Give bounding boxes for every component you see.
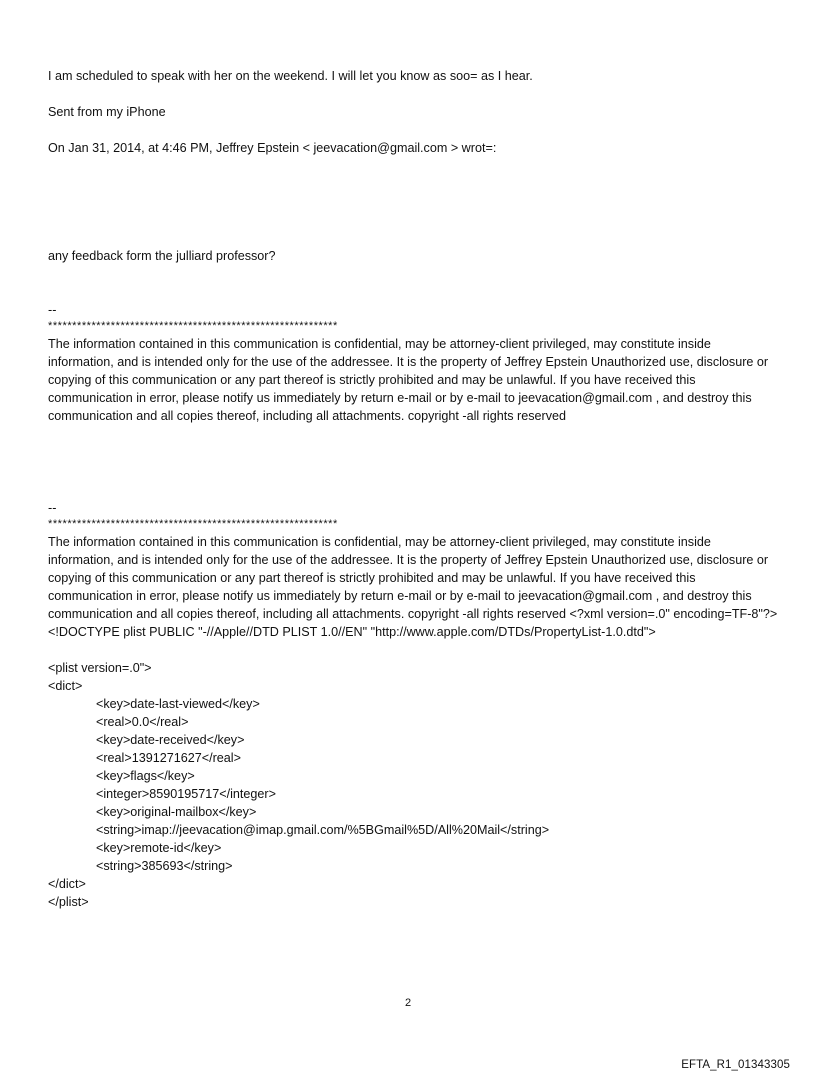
- page-number: 2: [404, 997, 412, 1009]
- signature-stars-1: ************************************************************: [48, 320, 338, 332]
- plist-line: <key>remote-id</key>: [96, 841, 222, 855]
- document-id: EFTA_R1_01343305: [681, 1059, 790, 1071]
- signature-dashes-1: --: [48, 303, 57, 317]
- plist-line: <real>1391271627</real>: [96, 751, 241, 765]
- plist-line: <string>imap://jeevacation@imap.gmail.com/%5BGmail%5D/All%20Mail</string>: [96, 823, 550, 837]
- confidentiality-disclaimer-1: The information contained in this communication is confidential, may be attorney-client privileged, may constitute inside information, and is intended only for the use of the addressee. It is the property of Jeffrey Epstein Unauthorized use, disclosure or copying of this communication or any part thereof is strictly prohibited and may be unlawful. If you have received this communication in error, please notify us immediately by return e-mail or by e-mail to jeevacation@gmail.com , and destroy this communication and all copies thereof, including all attachments. copyright -all rights reserved: [48, 337, 769, 423]
- signature-dashes-2: --: [48, 501, 57, 515]
- reply-line: I am scheduled to speak with her on the weekend. I will let you know as soo= as I hear.: [48, 69, 533, 83]
- sent-from: Sent from my iPhone: [48, 105, 166, 119]
- plist-line: <string>385693</string>: [96, 859, 233, 873]
- plist-line: <key>date-received</key>: [96, 733, 245, 747]
- plist-line: <key>original-mailbox</key>: [96, 805, 257, 819]
- dict-close: </dict>: [48, 877, 86, 891]
- plist-line: <integer>8590195717</integer>: [96, 787, 276, 801]
- plist-line: <real>0.0</real>: [96, 715, 189, 729]
- plist-line: <key>date-last-viewed</key>: [96, 697, 260, 711]
- confidentiality-disclaimer-2: The information contained in this communication is confidential, may be attorney-client privileged, may constitute inside information, and is intended only for the use of the addressee. It is the property of Jeffrey Epstein Unauthorized use, disclosure or copying of this communication or any part thereof is strictly prohibited and may be unlawful. If you have received this communication in error, please notify us immediately by return e-mail or by e-mail to jeevacation@gmail.com , and destroy this communication and all copies thereof, including all attachments. copyright -all rights reserved <?xml version=.0" encoding=TF-8"?> <!DOCTYPE plist PUBLIC "-//Apple//DTD PLIST 1.0//EN" "http://www.apple.com/DTDs/PropertyList-1.0.dtd">: [48, 535, 778, 639]
- quoted-question: any feedback form the julliard professor?: [48, 249, 276, 263]
- dict-open: <dict>: [48, 679, 83, 693]
- plist-line: <key>flags</key>: [96, 769, 195, 783]
- plist-close: </plist>: [48, 895, 89, 909]
- signature-stars-2: ************************************************************: [48, 518, 338, 530]
- quote-header: On Jan 31, 2014, at 4:46 PM, Jeffrey Epstein < jeevacation@gmail.com > wrot=:: [48, 141, 497, 155]
- plist-open: <plist version=.0">: [48, 661, 152, 675]
